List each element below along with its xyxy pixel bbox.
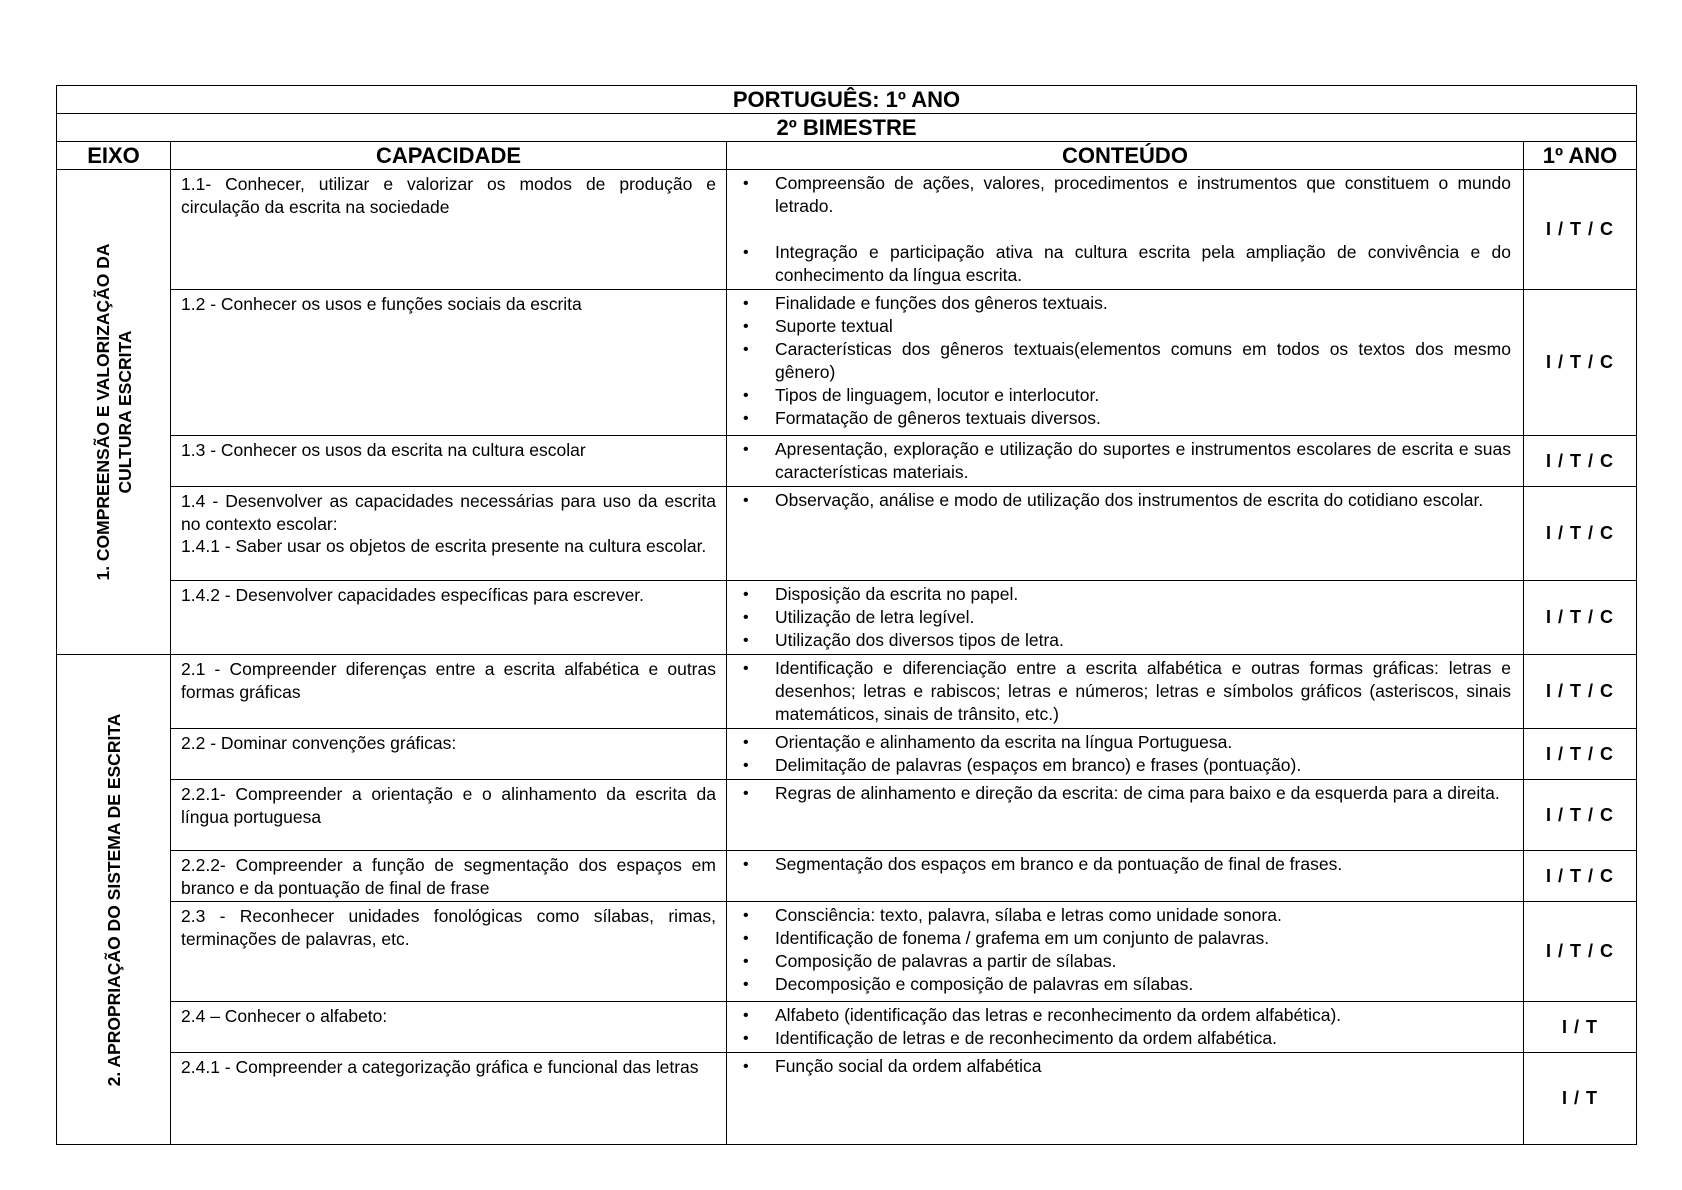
document-title: PORTUGUÊS: 1º ANO (57, 86, 1637, 114)
capacidade-cell (171, 655, 727, 729)
list-item: • Características dos gêneros textuais(elementos comuns em todos os textos dos mesmo gênero) (737, 338, 1511, 384)
eixo-cell (57, 170, 171, 655)
capacidade-cell (171, 780, 727, 851)
list-item: • Compreensão de ações, valores, procedimentos e instrumentos que constituem o mundo letrado. (737, 172, 1511, 218)
table-row (57, 581, 1637, 655)
conteudo-cell (727, 487, 1524, 581)
table-row (57, 655, 1637, 729)
table-row (57, 170, 1637, 290)
conteudo-cell (727, 170, 1524, 290)
list-item: • Consciência: texto, palavra, sílaba e letras como unidade sonora. (737, 904, 1511, 927)
capacidade-cell (171, 290, 727, 436)
table-row (57, 1002, 1637, 1053)
list-item: • Utilização de letra legível. (737, 606, 1511, 629)
list-item: • Delimitação de palavras (espaços em branco) e frases (pontuação). (737, 754, 1511, 777)
capacidade-text: 2.3 - Reconhecer unidades fonológicas como sílabas, rimas, terminações de palavras, etc. (181, 906, 716, 949)
list-item: • Orientação e alinhamento da escrita na língua Portuguesa. (737, 731, 1511, 754)
table-row (57, 902, 1637, 1002)
eixo-label-line: CULTURA ESCRITA (114, 330, 135, 494)
ano-cell: I / T / C (1524, 780, 1637, 851)
capacidade-cell (171, 581, 727, 655)
list-item: • Formatação de gêneros textuais diversos. (737, 407, 1511, 430)
ano-cell: I / T / C (1524, 902, 1637, 1002)
ano-cell: I / T / C (1524, 487, 1637, 581)
capacidade-text: 1.2 - Conhecer os usos e funções sociais da escrita (181, 294, 582, 314)
ano-cell: I / T (1524, 1002, 1637, 1053)
eixo-label (103, 713, 125, 1086)
capacidade-cell (171, 436, 727, 487)
ano-cell: I / T / C (1524, 170, 1637, 290)
table-row (57, 1053, 1637, 1145)
capacidade-text: 2.2.1- Compreender a orientação e o alinhamento da escrita da língua portuguesa (181, 784, 716, 827)
conteudo-list (737, 583, 1511, 652)
eixo-label-line: 2. APROPRIAÇÃO DO SISTEMA DE ESCRITA (103, 713, 124, 1086)
conteudo-list (737, 782, 1511, 805)
curriculum-table (56, 85, 1637, 1145)
eixo-cell (57, 655, 171, 1145)
conteudo-list (737, 292, 1511, 430)
conteudo-cell (727, 1002, 1524, 1053)
list-item: • Decomposição e composição de palavras em sílabas. (737, 973, 1511, 996)
table-row (57, 851, 1637, 902)
list-item: • Composição de palavras a partir de sílabas. (737, 950, 1511, 973)
conteudo-cell (727, 851, 1524, 902)
list-item: • Regras de alinhamento e direção da escrita: de cima para baixo e da esquerda para a direita. (737, 782, 1511, 805)
column-header-conteudo: CONTEÚDO (727, 142, 1524, 170)
conteudo-list (737, 657, 1511, 726)
conteudo-list (737, 904, 1511, 996)
subtitle-row (57, 114, 1637, 142)
ano-cell: I / T / C (1524, 436, 1637, 487)
list-item: • Tipos de linguagem, locutor e interlocutor. (737, 384, 1511, 407)
column-header-row (57, 142, 1637, 170)
capacidade-text: 2.2.2- Compreender a função de segmentação dos espaços em branco e da pontuação de final de frase (181, 855, 716, 898)
conteudo-cell (727, 581, 1524, 655)
list-item: • Identificação de letras e de reconhecimento da ordem alfabética. (737, 1027, 1511, 1050)
list-item: • Integração e participação ativa na cultura escrita pela ampliação de convivência e do conhecimento da língua escrita. (737, 241, 1511, 287)
capacidade-text: 2.1 - Compreender diferenças entre a escrita alfabética e outras formas gráficas (181, 659, 716, 702)
capacidade-text: 1.4 - Desenvolver as capacidades necessárias para uso da escrita no contexto escolar: (181, 491, 716, 534)
list-item: • Observação, análise e modo de utilização dos instrumentos de escrita do cotidiano escolar. (737, 489, 1511, 512)
column-header-capacidade: CAPACIDADE (171, 142, 727, 170)
list-item: • Suporte textual (737, 315, 1511, 338)
list-item: • Disposição da escrita no papel. (737, 583, 1511, 606)
conteudo-cell (727, 436, 1524, 487)
ano-cell: I / T / C (1524, 290, 1637, 436)
capacidade-text: 1.4.2 - Desenvolver capacidades específicas para escrever. (181, 585, 645, 605)
capacidade-cell (171, 1002, 727, 1053)
capacidade-cell (171, 170, 727, 290)
conteudo-list (737, 438, 1511, 484)
list-item: • Apresentação, exploração e utilização do suportes e instrumentos escolares de escrita e suas características materiais. (737, 438, 1511, 484)
column-header-ano: 1º ANO (1524, 142, 1637, 170)
capacidade-text: 2.2 - Dominar convenções gráficas: (181, 733, 457, 753)
eixo-label (92, 243, 136, 580)
ano-cell: I / T (1524, 1053, 1637, 1145)
capacidade-cell (171, 729, 727, 780)
conteudo-list (737, 1055, 1511, 1078)
capacidade-text: 1.3 - Conhecer os usos da escrita na cultura escolar (181, 440, 586, 460)
conteudo-list (737, 853, 1511, 876)
conteudo-list (737, 489, 1511, 512)
list-item: • Segmentação dos espaços em branco e da pontuação de final de frases. (737, 853, 1511, 876)
conteudo-list (737, 731, 1511, 777)
table-row (57, 487, 1637, 581)
capacidade-cell (171, 487, 727, 581)
table-row (57, 436, 1637, 487)
ano-cell: I / T / C (1524, 729, 1637, 780)
title-row (57, 86, 1637, 114)
capacidade-text: 1.4.1 - Saber usar os objetos de escrita presente na cultura escolar. (181, 536, 707, 556)
capacidade-text: 2.4.1 - Compreender a categorização gráfica e funcional das letras (181, 1057, 699, 1077)
ano-cell: I / T / C (1524, 851, 1637, 902)
capacidade-text: 2.4 – Conhecer o alfabeto: (181, 1006, 388, 1026)
column-header-eixo: EIXO (57, 142, 171, 170)
eixo-label-line: 1. COMPREENSÃO E VALORIZAÇÃO DA (92, 243, 113, 581)
capacidade-cell (171, 1053, 727, 1145)
table-row (57, 729, 1637, 780)
list-item: • Utilização dos diversos tipos de letra. (737, 629, 1511, 652)
conteudo-cell (727, 780, 1524, 851)
conteudo-list (737, 172, 1511, 287)
list-item: • Identificação e diferenciação entre a escrita alfabética e outras formas gráficas: letras e desenhos; letras e rabiscos; letras e números; letras e símbolos gráficos (asteriscos, sinais matemáticos, sinais de trânsito, etc.) (737, 657, 1511, 726)
capacidade-cell (171, 902, 727, 1002)
list-item: • Identificação de fonema / grafema em um conjunto de palavras. (737, 927, 1511, 950)
table-row (57, 780, 1637, 851)
list-item: • Alfabeto (identificação das letras e reconhecimento da ordem alfabética). (737, 1004, 1511, 1027)
bimester-title: 2º BIMESTRE (57, 114, 1637, 142)
ano-cell: I / T / C (1524, 581, 1637, 655)
capacidade-cell (171, 851, 727, 902)
conteudo-list (737, 1004, 1511, 1050)
conteudo-cell (727, 655, 1524, 729)
ano-cell: I / T / C (1524, 655, 1637, 729)
conteudo-cell (727, 290, 1524, 436)
capacidade-text: 1.1- Conhecer, utilizar e valorizar os modos de produção e circulação da escrita na sociedade (181, 174, 716, 217)
conteudo-cell (727, 1053, 1524, 1145)
table-row (57, 290, 1637, 436)
list-item: • Finalidade e funções dos gêneros textuais. (737, 292, 1511, 315)
conteudo-cell (727, 902, 1524, 1002)
list-item: • Função social da ordem alfabética (737, 1055, 1511, 1078)
conteudo-cell (727, 729, 1524, 780)
